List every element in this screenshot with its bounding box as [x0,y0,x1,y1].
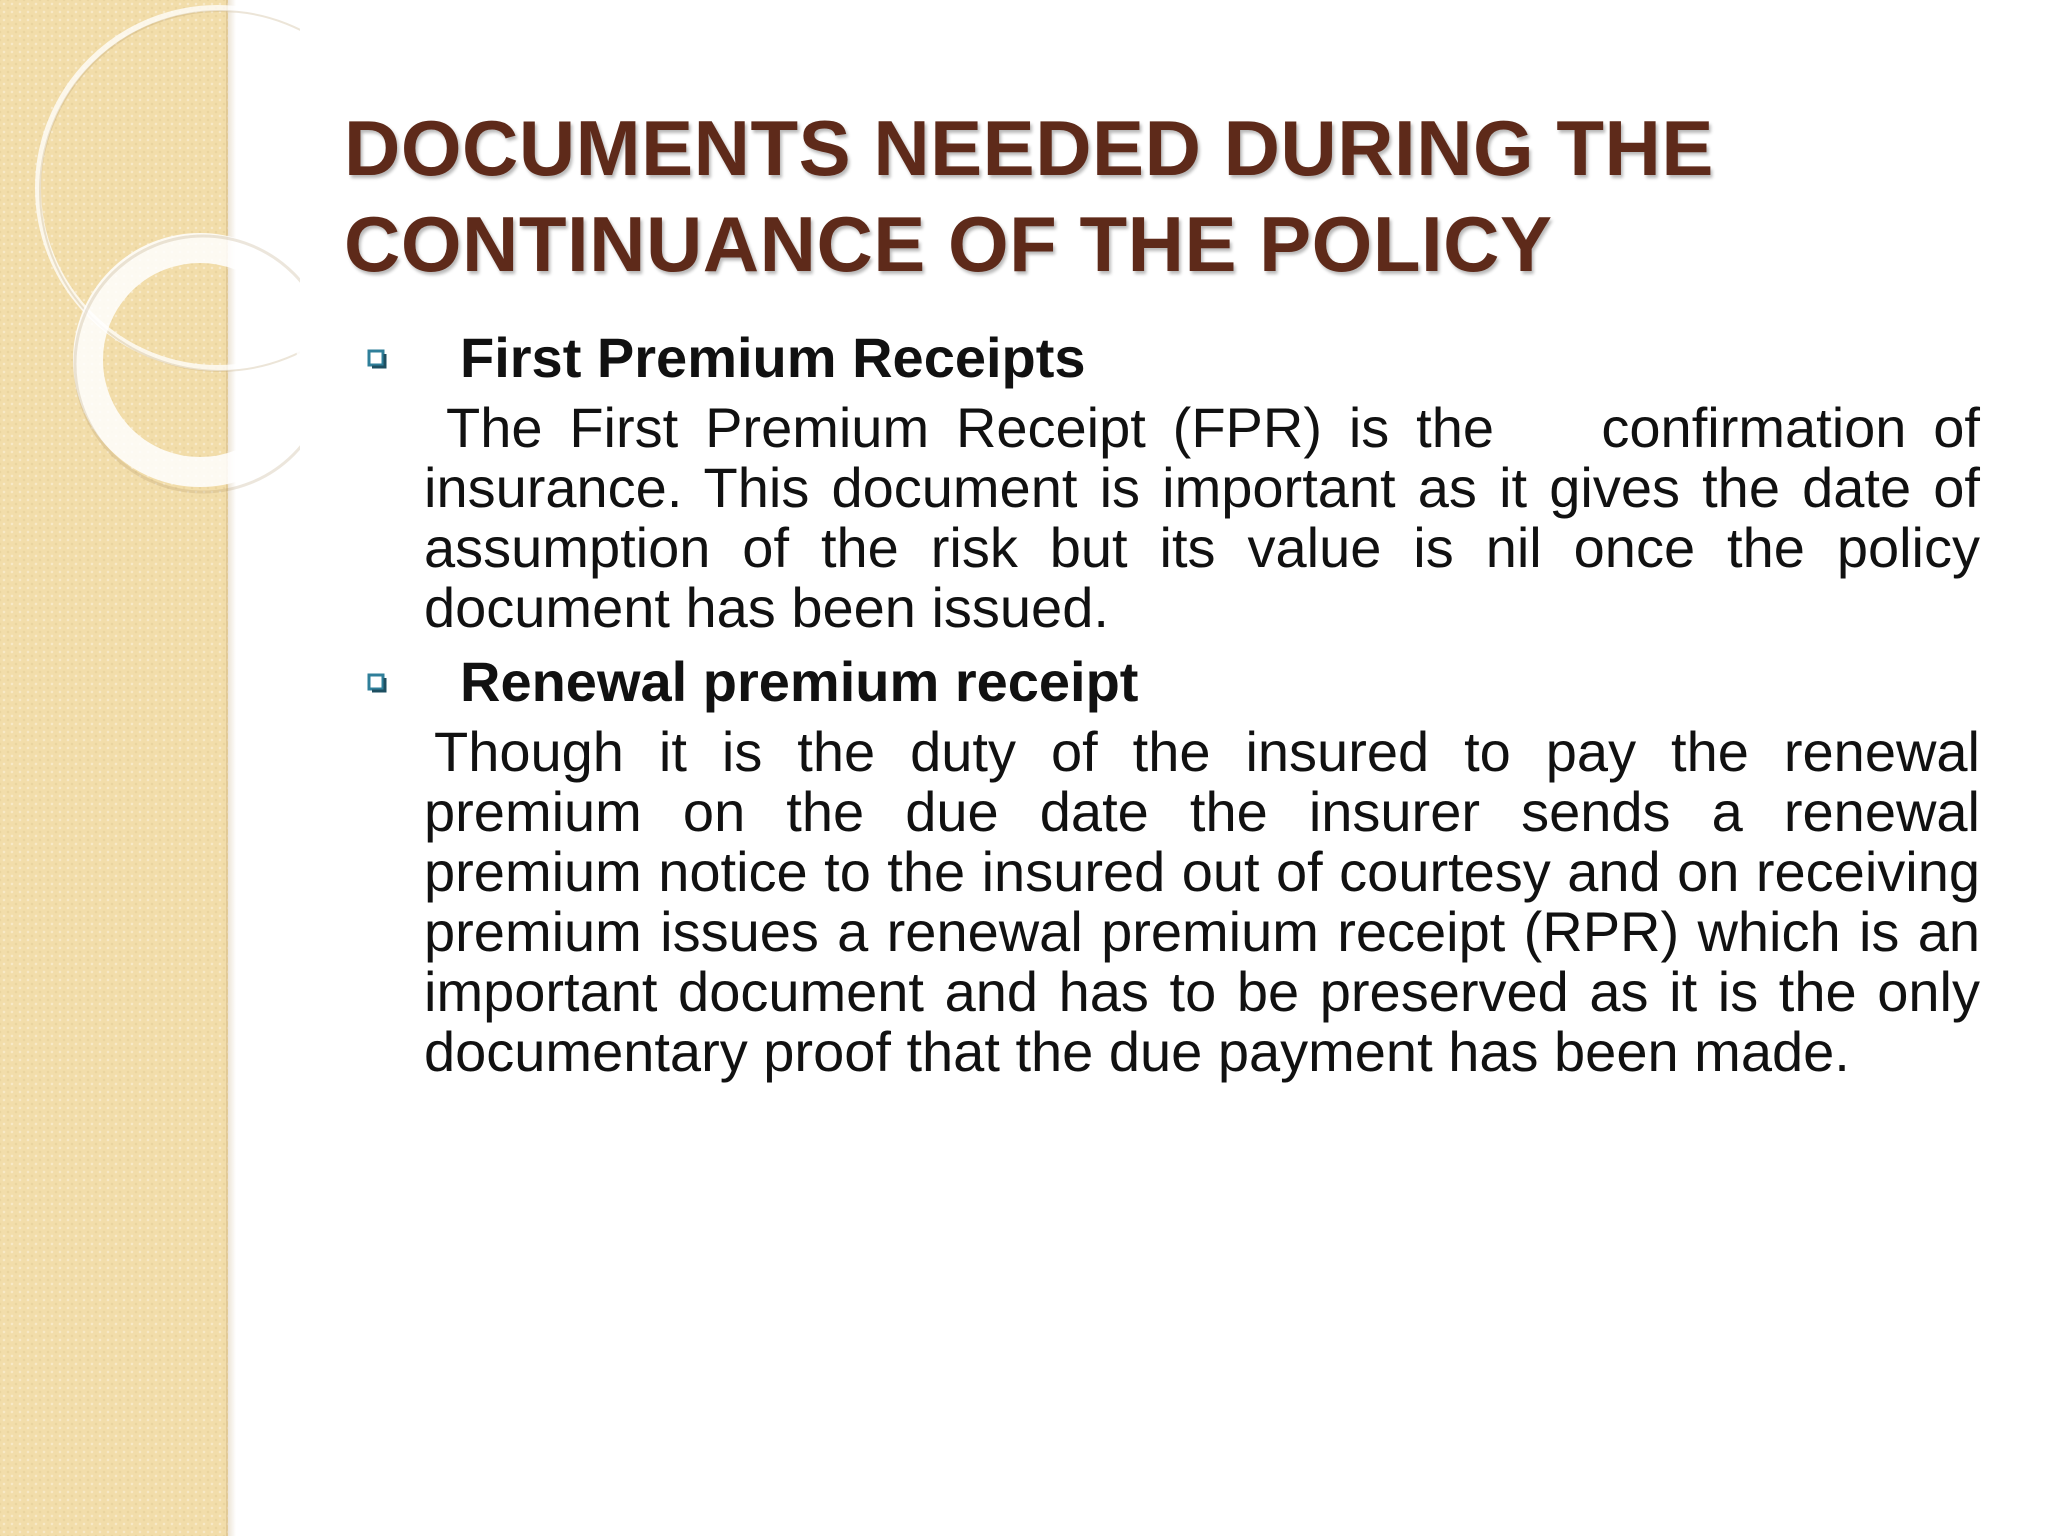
hollow-square-bullet-icon [366,672,388,694]
section-heading-row [362,646,1980,718]
large-ring [38,8,300,368]
hollow-square-bullet-icon [366,348,388,370]
section-heading: First Premium Receipts [460,326,1086,389]
section-heading-row [362,322,1980,394]
slide-content [362,322,2012,1083]
large-ring-shadow [40,11,300,371]
section-body: The First Premium Receipt (FPR) is the confirmation of insurance. This document is important as it gives the date of assumption of the risk but its value is nil once the policy document has been issued. [424,396,1996,639]
slide-title: DOCUMENTS NEEDED DURING THE CONTINUANCE OF THE POLICY [344,104,1714,288]
decorative-rings [0,0,300,520]
section-body: Though it is the duty of the insured to pay the renewal premium on the due date the insurer sends a renewal premium notice to the insured out of courtesy and on receiving premium issues a renewal premium receipt (RPR) which is an important document and has to be preserved as it is the only documentary proof that the due payment has been made. [424,720,2012,1083]
section-heading: Renewal premium receipt [460,650,1139,713]
